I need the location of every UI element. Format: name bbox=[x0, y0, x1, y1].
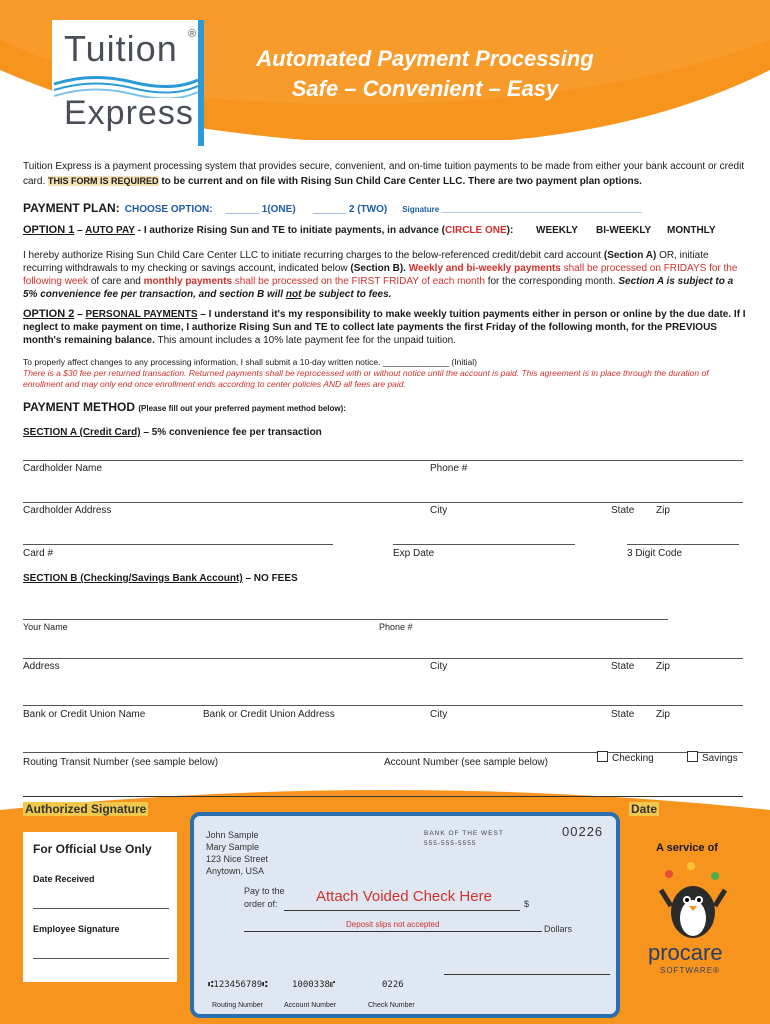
header-subtitle: Safe – Convenient – Easy bbox=[291, 76, 559, 101]
form-required-note: THIS FORM IS REQUIRED bbox=[48, 176, 159, 186]
bank-zip-label: Zip bbox=[656, 709, 670, 720]
zip-label: Zip bbox=[656, 661, 670, 672]
check-dollar-sign: $ bbox=[524, 899, 530, 909]
address-line[interactable] bbox=[23, 658, 743, 659]
check-dollars-label: Dollars bbox=[544, 924, 573, 934]
card-number-label: Card # bbox=[23, 548, 54, 559]
cardholder-name-label: Cardholder Name bbox=[23, 463, 102, 474]
exp-date-label: Exp Date bbox=[393, 548, 435, 559]
your-name-label: Your Name bbox=[23, 622, 68, 632]
bank-city-label: City bbox=[430, 709, 448, 720]
exp-date-line[interactable] bbox=[393, 544, 575, 545]
plan-option-one[interactable]: ______ 1(ONE) bbox=[225, 204, 296, 215]
tuition-express-logo bbox=[52, 20, 204, 146]
check-micr-routing: ⑆123456789⑆ bbox=[208, 980, 268, 990]
your-phone-label: Phone # bbox=[379, 622, 413, 632]
routing-number-caption: Routing Number bbox=[212, 1002, 263, 1009]
sample-check bbox=[190, 812, 620, 1018]
header-title: Automated Payment Processing bbox=[256, 46, 594, 71]
check-payer-name-1: John Sample bbox=[206, 830, 259, 840]
payment-plan-row: PAYMENT PLAN: CHOOSE OPTION: ______ 1(ONE) ______ 2 (TWO) Signature _____________________________________________ bbox=[23, 201, 642, 215]
check-address-1: 123 Nice Street bbox=[206, 854, 269, 864]
address-label: Address bbox=[23, 661, 60, 672]
plan-option-two[interactable]: ______ 2 (TWO) bbox=[312, 204, 388, 215]
bank-address-label: Bank or Credit Union Address bbox=[203, 709, 335, 720]
savings-checkbox[interactable] bbox=[687, 751, 698, 762]
payment-method-title: PAYMENT METHOD (Please fill out your preferred payment method below): bbox=[23, 400, 346, 414]
city-label: City bbox=[430, 661, 448, 672]
state-label: State bbox=[611, 661, 635, 672]
logo-word-express: Express bbox=[64, 94, 194, 132]
logo-word-tuition: Tuition bbox=[64, 28, 178, 69]
account-number-caption: Account Number bbox=[284, 1002, 337, 1009]
employee-signature-line[interactable] bbox=[33, 958, 169, 959]
bank-name-label: Bank or Credit Union Name bbox=[23, 709, 146, 720]
check-number-caption: Check Number bbox=[368, 1002, 415, 1009]
frequency-weekly[interactable]: WEEKLY bbox=[536, 225, 578, 236]
check-payee-line bbox=[284, 910, 520, 911]
check-micr-check: 0226 bbox=[382, 980, 404, 990]
official-use-box bbox=[23, 832, 177, 982]
authorized-signature-label: Authorized Signature bbox=[25, 802, 147, 816]
cardholder-zip-label: Zip bbox=[656, 505, 670, 516]
deposit-slips-note: Deposit slips not accepted bbox=[346, 920, 440, 929]
check-pay-to-label: Pay to the bbox=[244, 886, 285, 896]
savings-label: Savings bbox=[702, 753, 738, 764]
date-received-line[interactable] bbox=[33, 908, 169, 909]
authorization-paragraph: I hereby authorize Rising Sun Child Care Center LLC to initiate recurring charges to the below-referenced credit/debit card account (Section A) OR, initiate recurring withdrawals to my checking or savings account, indicated below (Section B). Weekly and bi-weekly payments shall be processed on FRIDAYS for the following week of care and monthly payments shall be processed on the FIRST FRIDAY of each month for the corresponding month. Section A is subject to a 5% convenience fee per transaction, and section B will not be subject to fees. bbox=[23, 250, 738, 300]
routing-number-label: Routing Transit Number (see sample below) bbox=[23, 757, 219, 768]
notice-paragraph: To properly affect changes to any processing information, I shall submit a 10-day written notice. ______________ (Initial) There is a $30 fee per returned transaction. Returned payments shall be reprocessed with or without notice until the account is paid. This agreement is in place through the duration of enrollment and may only end once enrollment ends according to center policies AND all fees are paid. bbox=[23, 357, 709, 389]
checking-label: Checking bbox=[612, 753, 654, 764]
frequency-monthly[interactable]: MONTHLY bbox=[667, 225, 716, 236]
plan-signature-field[interactable]: Signature _____________________________________________ bbox=[402, 205, 642, 214]
procare-software-text: SOFTWARE® bbox=[660, 966, 720, 975]
bank-info-line[interactable] bbox=[23, 705, 743, 706]
cardholder-state-label: State bbox=[611, 505, 635, 516]
cardholder-address-line[interactable] bbox=[23, 502, 743, 503]
procare-logo-text: procare bbox=[648, 940, 723, 965]
your-name-line[interactable] bbox=[23, 619, 668, 620]
check-order-of-label: order of: bbox=[244, 899, 278, 909]
procare-penguin-icon bbox=[657, 860, 729, 942]
intro-paragraph: Tuition Express is a payment processing system that provides secure, convenient, and on-time tuition payments to be made from either your bank account or credit card. THIS FORM IS REQUIRED to be current and on file with Rising Sun Child Care Center LLC. There are two payment plan options. bbox=[23, 161, 745, 187]
check-bank-name: BANK OF THE WEST bbox=[424, 830, 504, 837]
logo-registered: ® bbox=[188, 28, 197, 40]
bank-state-label: State bbox=[611, 709, 635, 720]
check-micr-account: 1000338⑈ bbox=[292, 980, 336, 990]
frequency-biweekly[interactable]: BI-WEEKLY bbox=[596, 225, 652, 236]
cardholder-city-label: City bbox=[430, 505, 448, 516]
check-bank-phone: 555-555-5555 bbox=[424, 840, 477, 847]
check-amount-line bbox=[244, 931, 542, 932]
date-received-label: Date Received bbox=[33, 874, 95, 884]
cvv-label: 3 Digit Code bbox=[627, 548, 683, 559]
card-number-line[interactable] bbox=[23, 544, 333, 545]
attach-voided-check-label: Attach Voided Check Here bbox=[316, 888, 492, 905]
option-1-row: OPTION 1 – AUTO PAY - I authorize Rising Sun and TE to initiate payments, in advance (CIRCLE ONE): WEEKLY BI-WEEKLY MONTHLY bbox=[23, 224, 716, 236]
cardholder-name-line[interactable] bbox=[23, 460, 743, 461]
check-address-2: Anytown, USA bbox=[206, 866, 265, 876]
section-a-title: SECTION A (Credit Card) – 5% convenience fee per transaction bbox=[23, 427, 322, 438]
employee-signature-label: Employee Signature bbox=[33, 924, 120, 934]
cvv-line[interactable] bbox=[627, 544, 739, 545]
signature-line[interactable] bbox=[23, 796, 743, 797]
official-use-title: For Official Use Only bbox=[33, 842, 152, 856]
section-b-title: SECTION B (Checking/Savings Bank Account) – NO FEES bbox=[23, 573, 298, 584]
account-number-label: Account Number (see sample below) bbox=[384, 757, 548, 768]
service-of-label: A service of bbox=[656, 842, 718, 854]
checking-checkbox[interactable] bbox=[597, 751, 608, 762]
cardholder-address-label: Cardholder Address bbox=[23, 505, 112, 516]
signature-date-label: Date bbox=[631, 802, 658, 816]
check-payer-name-2: Mary Sample bbox=[206, 842, 260, 852]
option-2-paragraph: OPTION 2 – PERSONAL PAYMENTS – I understand it's my responsibility to make weekly tuition payments either in person or online by the due date. If I neglect to make payment on time, I authorize Rising Sun and TE to collect late payments the first Friday of the following month, for the PREVIOUS month's remaining balance. This amount includes a 10% late payment fee for the unpaid tuition. bbox=[23, 308, 746, 346]
cardholder-phone-label: Phone # bbox=[430, 463, 468, 474]
check-signature-line bbox=[444, 974, 610, 975]
check-number: 00226 bbox=[562, 824, 604, 839]
